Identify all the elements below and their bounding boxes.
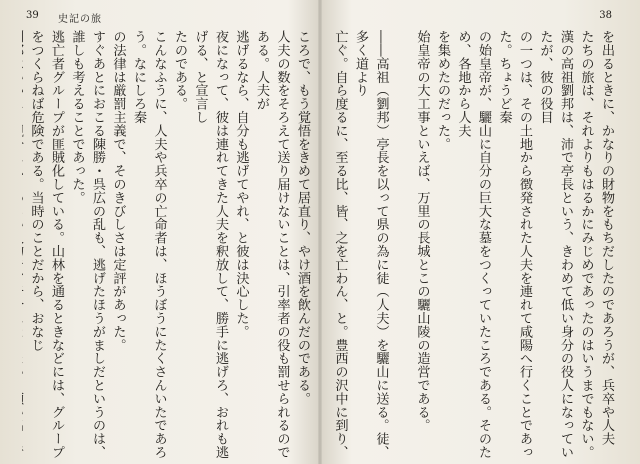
running-head: 史記の旅 bbox=[58, 14, 102, 25]
book-gutter bbox=[318, 0, 322, 464]
page-number-left: 39 bbox=[26, 10, 39, 21]
right-text-line: を集めたのだった。 bbox=[435, 30, 450, 151]
left-text-line: すぐあとにおこる陳勝・呉広の乱も、逃げたほうがましだというのは、誰しも考えることであった。 bbox=[69, 30, 105, 459]
left-page-text bbox=[22, 30, 312, 460]
page-number-right: 38 bbox=[599, 10, 612, 21]
right-text-line bbox=[391, 30, 412, 460]
right-text-line: 始皇帝の大工事といえば、万里の長城とこの驪山陵の造営である。 bbox=[414, 30, 430, 432]
left-text-line: 逃亡者グループが匪賊化している。山林を通るときなどには、グループをつくらねば危険である。当時のことだから、おなじ bbox=[28, 30, 64, 459]
right-text-line: の一つは、その土地から徴発された人夫を連れて咸陽へ行くことであった。ちょうど秦 bbox=[496, 30, 532, 459]
left-text-line: 逃げるなら、自分も逃げてやれ、と彼は決心した。 bbox=[233, 30, 249, 339]
right-text-line: の始皇帝が、驪山に自分の巨大な墓をつくっていたころである。そのため、各地から人夫 bbox=[455, 30, 491, 459]
left-text-line: こんなふうに、人夫や兵卒の亡命者は、ほうぼうにたくさんいたであろう。なにしろ秦 bbox=[131, 30, 167, 459]
left-text-line bbox=[22, 30, 25, 460]
right-text-line: ――高祖（劉邦）亭長を以って県の為に徒（人夫）を驪山に送る。徒、多く道より bbox=[353, 30, 389, 459]
right-text-line: を出るときに、かなりの財物をもちだしたのであろうが、兵卒や人夫 bbox=[599, 30, 614, 446]
right-page-text bbox=[330, 30, 616, 460]
left-text-line: 夜になって、彼は連れてきた人夫を釈放して、勝手に逃げろ、おれも逃げる、と宣言し bbox=[192, 30, 228, 459]
left-text-line: たのである。 bbox=[172, 30, 187, 111]
left-text-line: の法律は厳罰主義で、そのきびしさは定評があった。 bbox=[110, 30, 126, 352]
right-text-line: 漢の高祖劉邦は、沛で亭長という、きわめて低い身分の役人になっていたが、彼の役目 bbox=[537, 30, 573, 459]
left-text-line: 人夫の数をそろえて送り届けないことは、引率者の役も罰せられるのである。人夫が bbox=[254, 30, 290, 459]
right-text-line: たちの旅は、それよりもはるかにみじめであったのはいうまでもない。 bbox=[578, 30, 594, 459]
right-text-line: 亡ぐ。自ら度るに、至る比、皆、之を亡わん、と。豊西の沢中に到り、 bbox=[332, 30, 348, 459]
left-text-line: ころで、もう覚悟をきめて居直り、やけ酒を飲んだのである。 bbox=[295, 30, 310, 406]
